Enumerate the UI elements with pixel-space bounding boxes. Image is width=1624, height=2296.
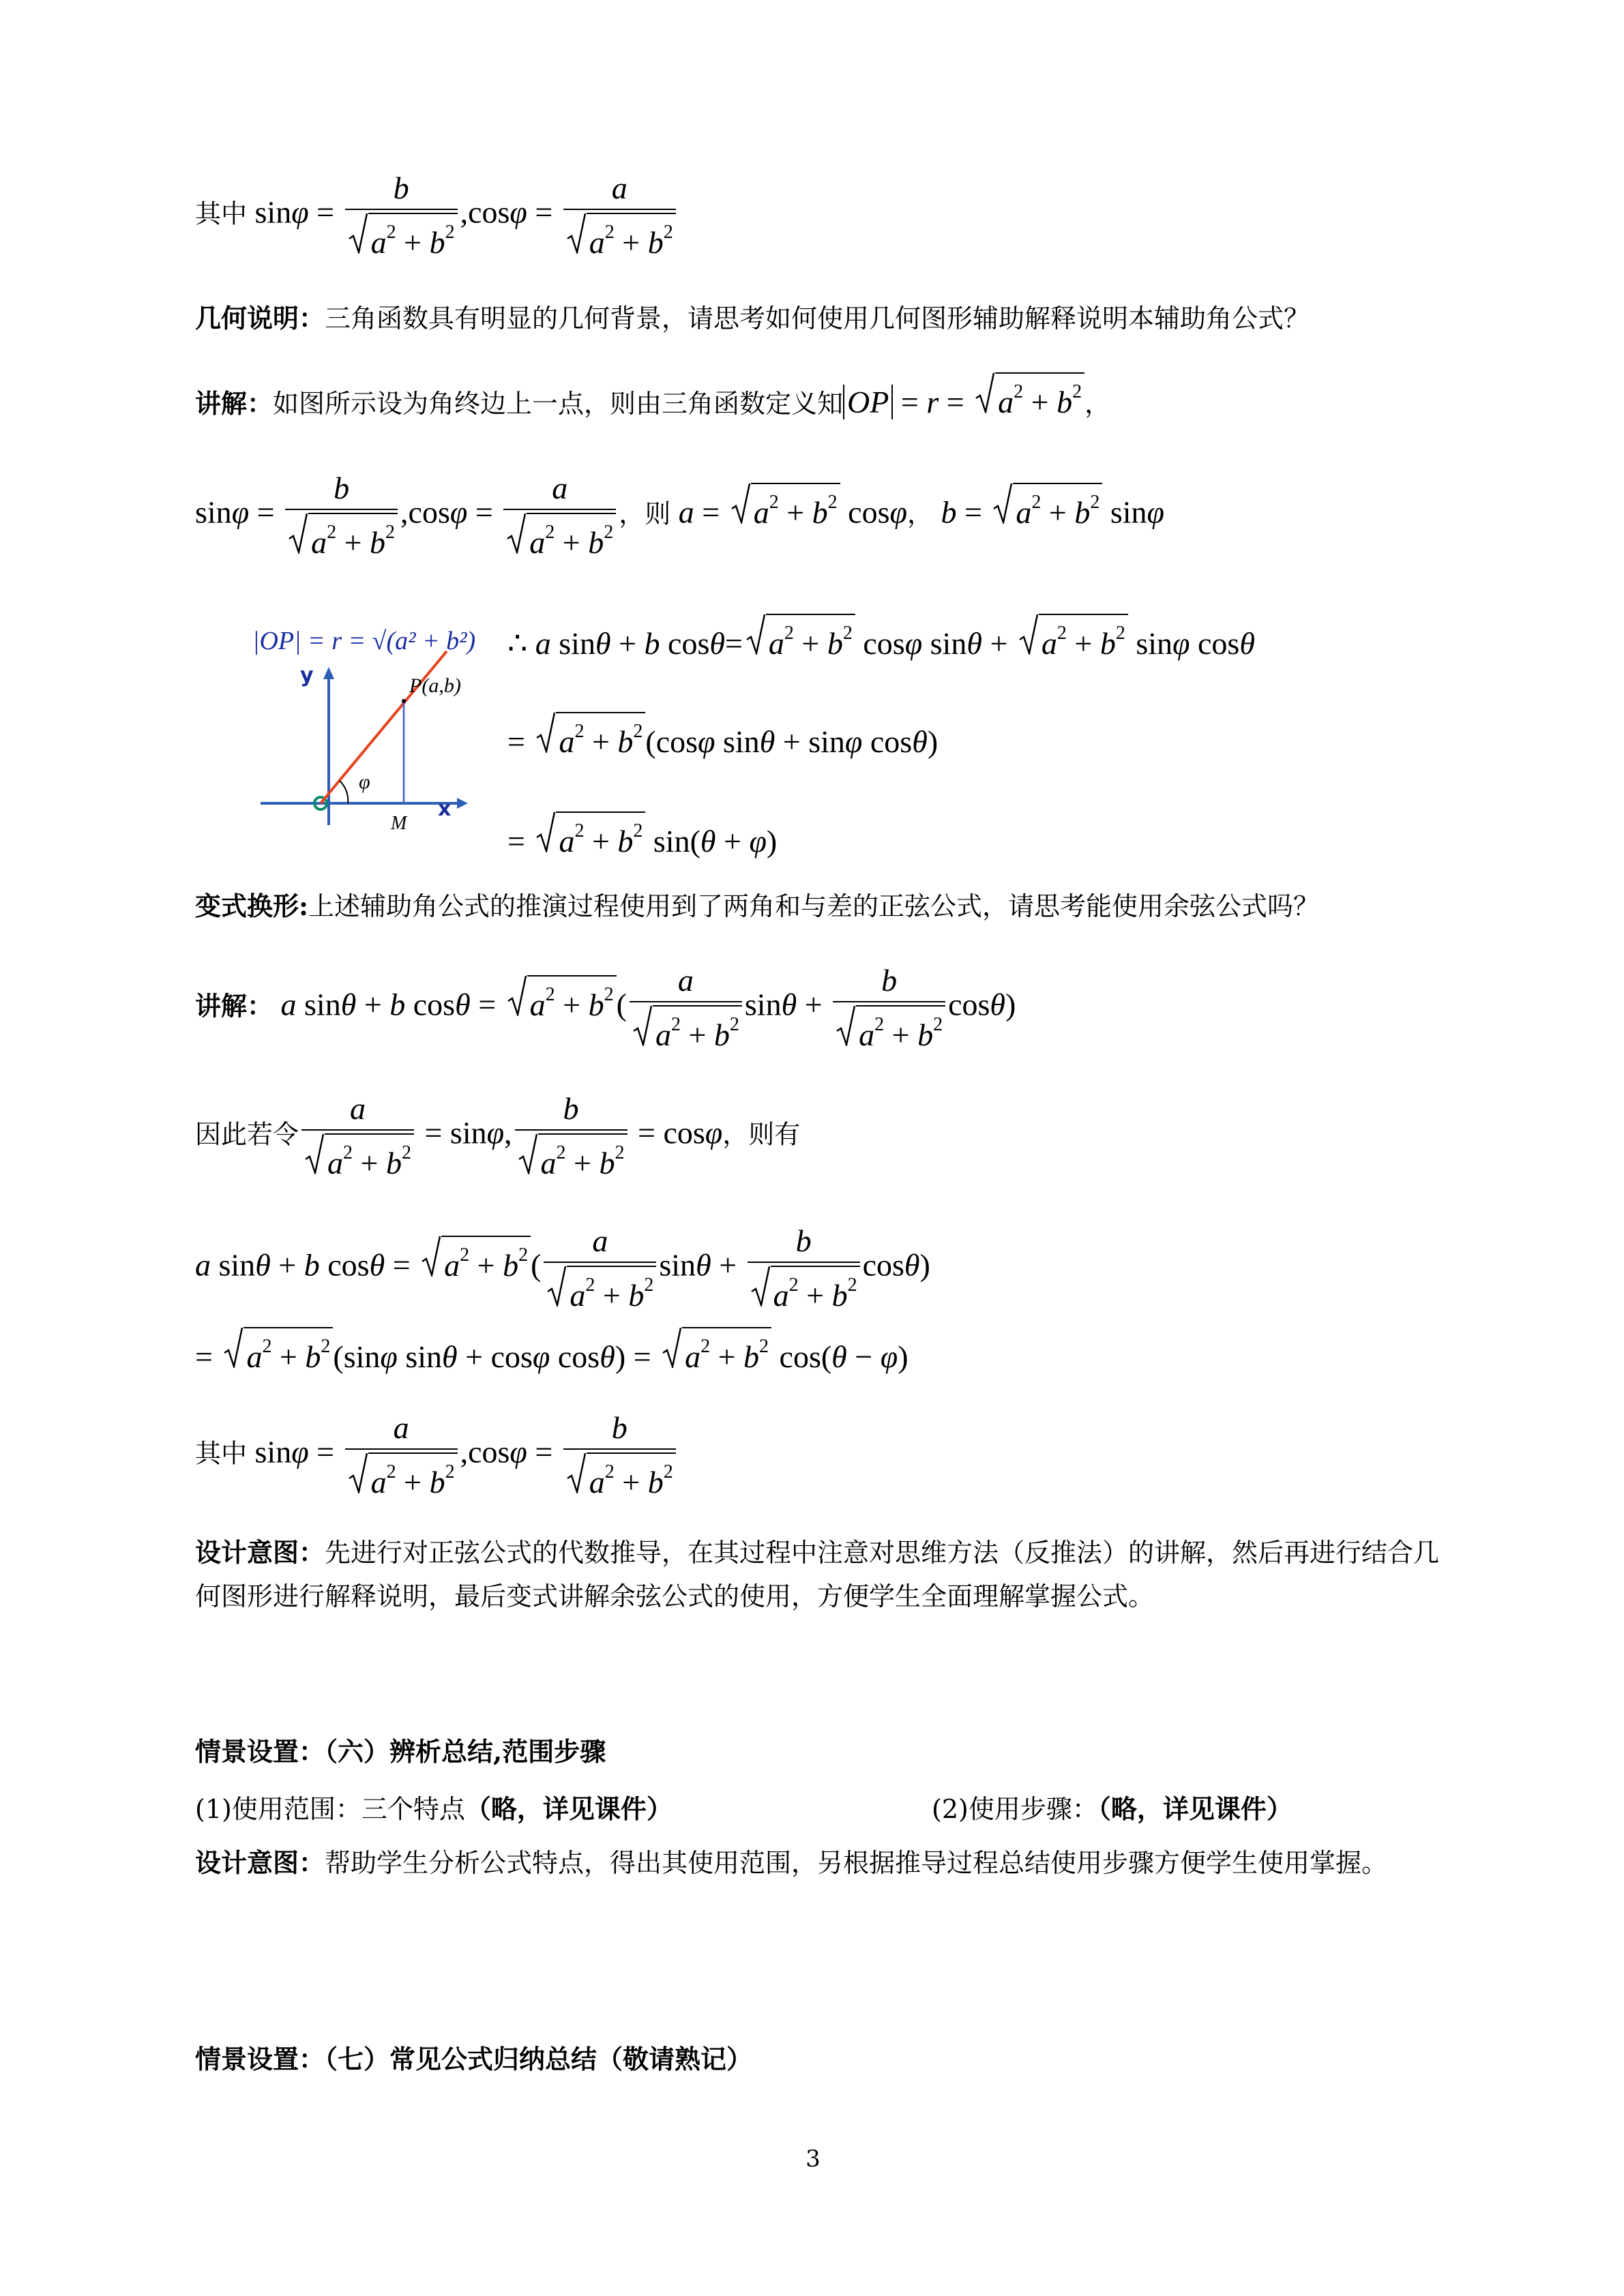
then-comma-2: ， bbox=[906, 498, 933, 529]
fraction-b-over-r-2: $\frac{b}{a^2 + b^2}$ bbox=[285, 471, 398, 561]
x-axis-arrow bbox=[457, 798, 468, 809]
usage-range-text: (1)使用范围：三个特点 bbox=[195, 1794, 465, 1824]
lecture-1-text: 如图所示设为角终边上一点，则由三角函数定义知 bbox=[273, 389, 844, 419]
usage-steps-note: （略，详见课件） bbox=[1097, 1793, 1293, 1824]
fraction-a-over-r-4: $\frac{a}{a^2 + b^2}$ bbox=[301, 1091, 414, 1181]
usage-range-note: （略，详见课件） bbox=[464, 1793, 673, 1824]
fraction-b-over-r-3: $\frac{b}{a^2 + b^2}$ bbox=[833, 963, 945, 1053]
cos-derivation-line-2: = $a^2 + b^2(\sin\varphi$ sinθ + cosφ cosθ) = $a^2 + b^2$ cos(θ − φ) bbox=[195, 1327, 909, 1377]
scene-6-label: 情景设置： bbox=[195, 1736, 325, 1767]
design-intent-2-text: 帮助学生分析公式特点，得出其使用范围，另根据推导过程总结使用步骤方便学生使用掌握。 bbox=[325, 1848, 1388, 1878]
fraction-a-over-r-3: $\frac{a}{a^2 + b^2}$ bbox=[630, 963, 742, 1053]
angle-label: φ bbox=[359, 771, 370, 793]
geometry-note-text: 三角函数具有明显的几何背景，请思考如何使用几何图形辅助解释说明本辅助角公式？ bbox=[325, 303, 1310, 333]
fraction-a-over-r-5: $\frac{a}{a^2 + b^2}$ bbox=[544, 1223, 656, 1313]
scene-7-text: （七）常见公式归纳总结（敬请熟记） bbox=[325, 2044, 753, 2074]
derivation-step-1: ∴ a sinθ + b cosθ= $a^2 + b^2$ cosφ sinθ + $a^2 + b^2$ sinφ cosθ bbox=[507, 614, 1255, 664]
y-axis-label: y bbox=[300, 664, 314, 687]
therefore-line: 因此若令 $\frac{a}{a^2 + b^2}$ = sinφ, $\frac{b}{a^2 + b^2}$ = cosφ，则有 bbox=[195, 1091, 801, 1180]
therefore-prefix: 因此若令 bbox=[195, 1119, 299, 1150]
where-line-1: 其中 sinφ = $\frac{b}{a^2 + b^2}$ ,cosφ = $\frac{a}{a^2 + b^2}$ bbox=[195, 170, 679, 260]
derivation-step-3: = $a^2 + b^2$ sin(θ + φ) bbox=[507, 811, 777, 862]
unit-angle-figure bbox=[252, 614, 512, 839]
fraction-b-over-r-4: $\frac{b}{a^2 + b^2}$ bbox=[515, 1091, 628, 1181]
then-comma-1: ，则 bbox=[619, 498, 671, 529]
fraction-a-over-r-2: $\frac{a}{a^2 + b^2}$ bbox=[503, 471, 616, 561]
scene-7-heading bbox=[195, 2044, 752, 2075]
lecture-2-label: 讲解： bbox=[195, 991, 274, 1022]
point-p-label: P(a,b) bbox=[409, 674, 461, 697]
therefore-suffix: ，则有 bbox=[722, 1119, 801, 1150]
page-number: 3 bbox=[806, 2145, 821, 2173]
where-line-2: 其中 sinφ = $\frac{a}{a^2 + b^2}$ ,cosφ = $\frac{b}{a^2 + b^2}$ bbox=[195, 1410, 679, 1500]
fraction-b-over-r: $\frac{b}{a^2 + b^2}$ bbox=[345, 170, 458, 260]
sin-cos-definition-line: sinφ = $\frac{b}{a^2 + b^2}$ ,cosφ = $\frac{a}{a^2 + b^2}$ ，则 a = $a^2 + b^2$ cosφ， b = $a^2 + b^2$ sinφ bbox=[195, 471, 1164, 560]
scene-7-label: 情景设置： bbox=[195, 2044, 325, 2074]
where-prefix-1: 其中 bbox=[195, 198, 248, 229]
variant-text: 上述辅助角公式的推演过程使用到了两角和与差的正弦公式，请思考能使用余弦公式吗？ bbox=[308, 891, 1320, 921]
scene-6-text: （六）辨析总结,范围步骤 bbox=[325, 1736, 606, 1767]
fraction-b-over-r-5: $\frac{b}{a^2 + b^2}$ bbox=[748, 1223, 860, 1313]
scene-6-heading bbox=[195, 1736, 606, 1768]
derivation-step-2: = $a^2 + b^2(\cos\varphi$ sinθ + sinφ cosθ) bbox=[507, 712, 938, 762]
point-m-label: M bbox=[391, 813, 407, 834]
y-axis-arrow bbox=[323, 667, 334, 679]
variant-label: 变式换形: bbox=[195, 891, 309, 921]
design-intent-1 bbox=[195, 1531, 1457, 1618]
usage-steps bbox=[932, 1793, 1293, 1825]
fraction-b-over-r-6: $\frac{b}{a^2 + b^2}$ bbox=[563, 1410, 676, 1500]
geometry-note bbox=[195, 303, 1310, 334]
lecture-1-label: 讲解： bbox=[195, 389, 274, 419]
design-intent-2-label: 设计意图： bbox=[195, 1847, 325, 1878]
design-intent-1-label: 设计意图： bbox=[195, 1537, 325, 1568]
fraction-a-over-r: $\frac{a}{a^2 + b^2}$ bbox=[563, 170, 676, 260]
where-prefix-2: 其中 bbox=[195, 1438, 248, 1469]
figure-formula-label: |OP| = r = √(a² + b²) bbox=[252, 627, 476, 655]
lecture-2-line: 讲解： a sinθ + b cosθ = $a^2 + b^2$( $\frac{a}{a^2 + b^2}$ sinθ + $\frac{b}{a^2 + b^2}$ cosθ) bbox=[195, 963, 1016, 1052]
usage-steps-text: (2)使用步骤： bbox=[932, 1794, 1098, 1824]
geometry-note-label: 几何说明： bbox=[195, 303, 325, 333]
variant-note bbox=[195, 891, 1319, 922]
angle-arc bbox=[340, 781, 348, 803]
lecture-1-comma: ， bbox=[1084, 389, 1111, 419]
design-intent-2 bbox=[195, 1841, 1457, 1885]
x-axis-label: x bbox=[438, 797, 452, 821]
usage-range bbox=[195, 1793, 673, 1825]
design-intent-1-text: 先进行对正弦公式的代数推导，在其过程中注意对思维方法（反推法）的讲解，然后再进行结合几何图形进行解释说明，最后变式讲解余弦公式的使用，方便学生全面理解掌握公式。 bbox=[195, 1538, 1440, 1611]
point-p-dot bbox=[402, 699, 406, 703]
lecture-1-line: 讲解：如图所示设为角终边上一点，则由三角函数定义知 OP = r = $a^2 + b^2$ ， bbox=[195, 372, 1110, 424]
fraction-a-over-r-6: $\frac{a}{a^2 + b^2}$ bbox=[345, 1410, 458, 1500]
cos-derivation-line-1: a sinθ + b cosθ = $a^2 + b^2$( $\frac{a}{a^2 + b^2}$ sinθ + $\frac{b}{a^2 + b^2}$ cosθ) bbox=[195, 1223, 930, 1313]
